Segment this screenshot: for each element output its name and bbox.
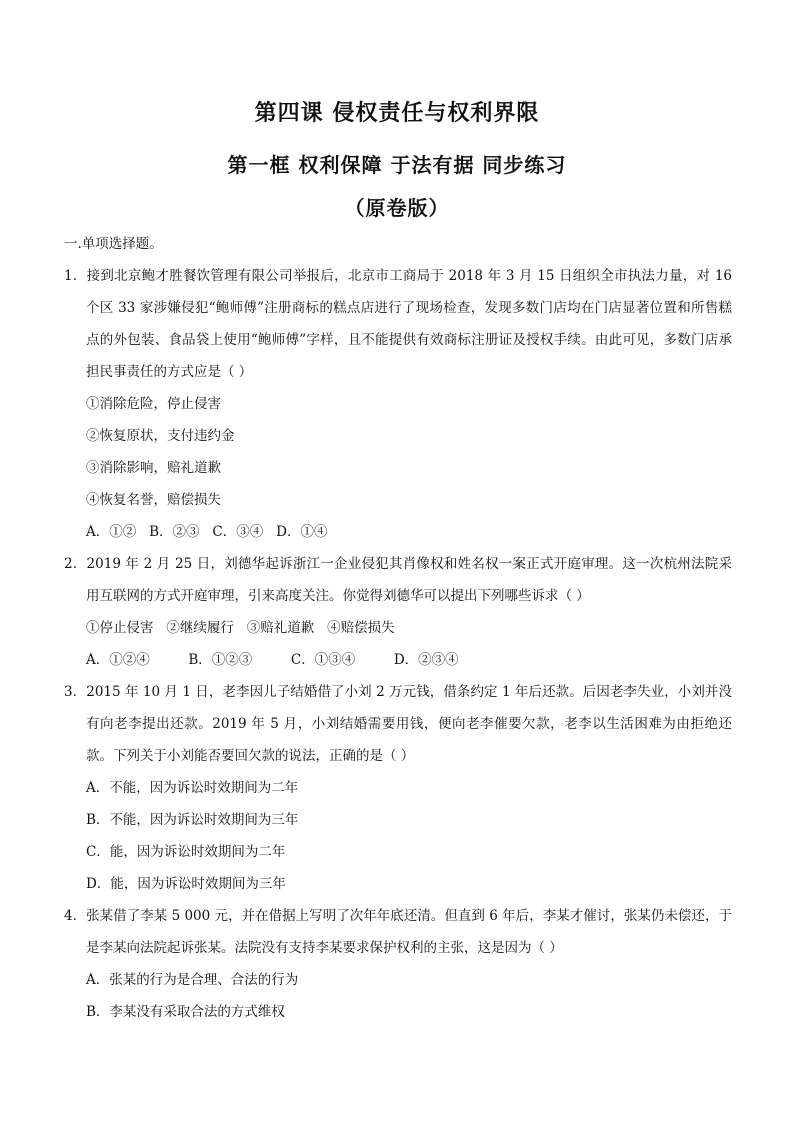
question-1-choices: A．①② B．②③ C．③④ D．①④: [86, 524, 328, 540]
question-3-option: D．能，因为诉讼时效期间为三年: [86, 876, 286, 892]
question-1-stem: 1．接到北京鲍才胜餐饮管理有限公司举报后，北京市工商局于 2018 年 3 月 15 日组织全市执法力量，对 16 个区 33 家涉嫌侵犯“鲍师傅”注册商标的糕点店进行了现场检查，发现多数门店均在门店显著位置和所售糕点的外包装、食品袋上使用“鲍师傅”字样，且不能提供有效商标注册证及授权手续。由此可见，多数门店承担民事责任的方式应是（ ）: [64, 268, 732, 380]
question-3-option: A．不能，因为诉讼时效期间为二年: [86, 780, 299, 796]
section-heading: 一.单项选择题。: [64, 236, 163, 252]
question-4-option: B．李某没有采取合法的方式维权: [86, 1004, 285, 1020]
lesson-title: 第四课 侵权责任与权利界限: [254, 100, 540, 126]
question-4-option: A．张某的行为是合理、合法的行为: [86, 972, 299, 988]
lesson-subtitle: 第一框 权利保障 于法有据 同步练习: [227, 153, 567, 177]
question-3-option: B．不能，因为诉讼时效期间为三年: [86, 812, 299, 828]
question-3-option: C．能，因为诉讼时效期间为二年: [86, 844, 286, 860]
question-1-item: ③消除影响，赔礼道歉: [86, 460, 221, 476]
question-2-stem: 2．2019 年 2 月 25 日，刘德华起诉浙江一企业侵犯其肖像权和姓名权一案正式开庭审理。这一次杭州法院采用互联网的方式开庭审理，引来高度关注。你觉得刘德华可以提出下列哪些诉求（ ）: [64, 556, 732, 604]
question-1-item: ④恢复名誉，赔偿损失: [86, 492, 221, 508]
question-4-stem: 4．张某借了李某 5 000 元，并在借据上写明了次年年底还清。但直到 6 年后，李某才催讨，张某仍未偿还，于是李某向法院起诉张某。法院没有支持李某要求保护权利的主张，这是因为（ ）: [64, 908, 732, 956]
question-3-stem: 3．2015 年 10 月 1 日，老李因儿子结婚借了小刘 2 万元钱，借条约定 1 年后还款。后因老李失业，小刘并没有向老李提出还款。2019 年 5 月，小刘结婚需要用钱，便向老李催要欠款，老李以生活困难为由拒绝还款。下列关于小刘能否要回欠款的说法，正确的是（ ）: [64, 684, 732, 764]
version-label: （原卷版）: [344, 196, 450, 220]
question-section: [64, 228, 732, 1028]
question-2-choices: A．①②④ B．①②③ C．①③④ D．②③④: [86, 652, 459, 668]
question-2-items: ①停止侵害 ②继续履行 ③赔礼道歉 ④赔偿损失: [86, 620, 395, 636]
question-1-item: ①消除危险，停止侵害: [86, 396, 221, 412]
question-1-item: ②恢复原状，支付违约金: [86, 428, 235, 444]
